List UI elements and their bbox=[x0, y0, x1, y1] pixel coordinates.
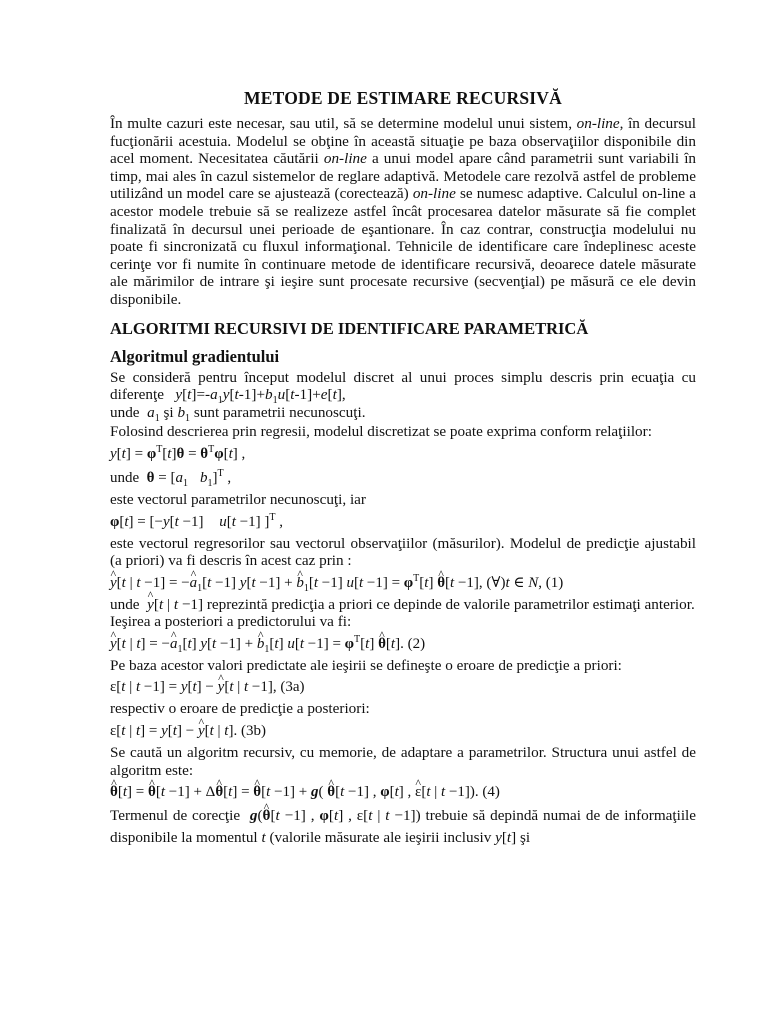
document-page bbox=[110, 88, 696, 849]
paragraph-regression: Folosind descrierea prin regresii, modelul discretizat se poate exprima conform relaţiilor: bbox=[110, 423, 652, 441]
equation-3a: ε[t | t −1] = y[t] − ^ y[t | t −1], (3a) bbox=[110, 676, 696, 698]
paragraph-prediction: unde ^ y[t | t −1] reprezintă predicţia a priori ce depinde de valorile parametrilor estimaţi anterior. Ieşirea a posteriori a predictorului va fi: bbox=[110, 596, 696, 631]
paragraph-model: Se consideră pentru început modelul discret al unui proces simplu descris prin ecuaţia cu diferenţe $y[t]=-a_1y[t-1]+b_1u[t-1]+e[t]$, bbox=[110, 368, 696, 407]
equation-3b: ε[t | t] = y[t] − ^ y[t | t]. (3b) bbox=[110, 720, 696, 742]
document-title: METODE DE ESTIMARE RECURSIVĂ bbox=[244, 88, 562, 108]
equation-2: ^ y[t | t] = −^ $a_1[t]$ y[t −1] + ^ $b_1[t]$ $u[t -1] = \varphi^T[t]$ ^ θ[t]. (2) bbox=[110, 633, 696, 655]
intro-paragraph: În multe cazuri este necesar, sau util, să se determine modelul unui sistem, on-line, în decursul fucţionării acestuia. Modelul se obţine în această situaţie pe baza observaţiilor disponibile din acel moment. Necesitatea căutării on-line a unui model apare când parametrii sunt variabili în timp, mai ales în cazul sistemelor de reglare adaptivă. Metodele care rezolvă astfel de probleme utilizând un model care se ajustează (corectează) on-line se numesc adaptive. Calculul on-line a acestor modele trebuie să se realizeze astfel încât procesarea datelor măsurate să fie complet finalizată în decursul unei perioade de eşantionare. În caz contrar, construcţia modelului nu poate fi sincronizată cu fluxul informaţional. Tehnicile de identificare care îndeplinesc aceste cerinţe vor fi numite în continuare metode de identificare recursivă, deoarece datele măsurate ale mărimilor de intrare şi ieşire sunt procesate recursive (secvenţial) pe măsură ce ele devin disponibile. bbox=[110, 115, 697, 308]
paragraph-algorithm: Se caută un algoritm recursiv, cu memorie, de adaptare a parametrilor. Structura unui astfel de algoritm este: bbox=[110, 744, 696, 779]
paragraph-correction-term: Termenul de corecţie g(^ θ[t −1] , φ[t] , ε[t | t −1]) trebuie să depindă numai de de informaţiile disponibile la momentul t (valorile măsurate ale ieşirii inclusiv y[t] şi bbox=[110, 805, 696, 849]
equation-phi: φ[t] = [−y[t −1] u[t −1] ]$^T$ , bbox=[110, 511, 284, 530]
equation-1: ^ y[t | t −1] = −^ $a_1[t -1]$ y[t −1] + ^ $b_1[t -1]$ $u[t -1] = \varphi^T[t]$ ^ θ[t −1], (∀)t ∈ N, (1) bbox=[110, 572, 696, 594]
subsection-title: Algoritmul gradientului bbox=[110, 346, 280, 366]
paragraph-regressor-desc: este vectorul regresorilor sau vectorul observaţiilor (măsurilor). Modelul de predicţie ajustabil (a priori) va fi descris în acest caz prin : bbox=[110, 534, 696, 570]
equation-4: ^ θ[t] = ^ θ[t −1] + Δ^ θ[t] = ^ θ[t −1] + g( ^ θ[t −1] , φ[t] , ^ ε[t | t −1]). (4) bbox=[110, 781, 696, 803]
paragraph-theta-desc: este vectorul parametrilor necunoscuţi, iar bbox=[110, 490, 366, 508]
paragraph-unknown-params: unde $a_1$ şi $b_1$ sunt parametrii necunoscuţi. bbox=[110, 403, 366, 424]
paragraph-prior-error: Pe baza acestor valori predictate ale ieşirii se defineşte o eroare de predicţie a priori: bbox=[110, 656, 622, 674]
equation-theta: unde $\theta = [a_1$ $b_1]^T$ , bbox=[110, 467, 232, 489]
paragraph-posterior-error: respectiv o eroare de predicţie a posteriori: bbox=[110, 700, 370, 718]
section-title: ALGORITMI RECURSIVI DE IDENTIFICARE PARAMETRICĂ bbox=[110, 318, 589, 338]
equation-regression: $y[t] = \varphi^T[t]\theta = \theta^T\varphi[t]$ , bbox=[110, 443, 246, 462]
